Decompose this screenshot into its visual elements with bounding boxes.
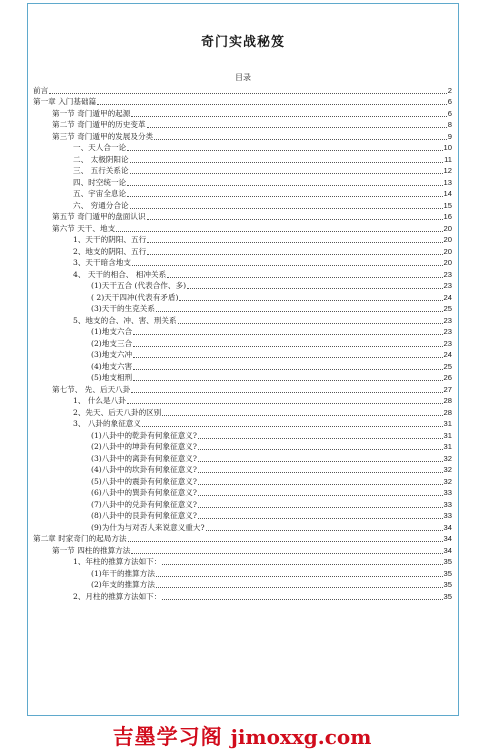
watermark-brand: 吉墨学习阁 (112, 725, 223, 749)
toc-entry-page-number: 20 (443, 246, 452, 256)
toc-entry[interactable] (33, 349, 452, 361)
toc-entry-label: (1)八卦中的乾卦有何象征意义? (91, 430, 197, 440)
toc-entry-label: 1、年柱的推算方法如下： (73, 557, 162, 566)
toc-entry-label: (3)地支六冲 (91, 350, 133, 359)
toc-leader-dots (130, 173, 443, 174)
toc-entry-page-number: 14 (443, 189, 452, 198)
toc-entry[interactable] (33, 533, 452, 545)
toc-entry-label: 第一节 奇门遁甲的起源 (52, 108, 131, 118)
toc-entry[interactable] (33, 268, 452, 280)
toc-entry-label: 5、地支的合、冲、害、刑关系 (73, 315, 177, 325)
toc-entry-label: 前言 (33, 85, 49, 95)
toc-entry-page-number: 23 (443, 281, 452, 290)
toc-entry-page-number: 33 (443, 488, 452, 497)
toc-entry[interactable] (33, 337, 452, 349)
toc-entry-page-number: 28 (443, 396, 452, 405)
document-page (27, 3, 459, 716)
toc-leader-dots (206, 530, 443, 531)
toc-entry-label: 二、 太极阴阳论 (73, 154, 129, 164)
toc-entry-label: (5)八卦中的震卦有何象征意义? (91, 476, 197, 486)
toc-entry-page-number: 23 (443, 269, 452, 279)
toc-entry[interactable] (33, 176, 452, 188)
toc-leader-dots (156, 576, 443, 577)
toc-entry[interactable] (33, 441, 452, 453)
toc-entry-label: (7)八卦中的兑卦有何象征意义? (91, 499, 197, 509)
toc-entry[interactable] (33, 257, 452, 269)
toc-entry-label: (2)八卦中的坤卦有何象征意义? (91, 442, 197, 451)
toc-entry-page-number: 32 (443, 476, 452, 486)
toc-leader-dots (162, 599, 442, 600)
toc-entry-label: (1)地支六合 (91, 327, 133, 336)
toc-entry-label: (2)地支三合 (91, 338, 133, 348)
toc-entry-page-number: 26 (443, 373, 452, 382)
toc-entry-label: 五、宇宙全息论 (73, 189, 127, 198)
toc-leader-dots (131, 553, 442, 554)
toc-leader-dots (49, 93, 447, 94)
toc-entry[interactable] (33, 544, 452, 556)
toc-entry-page-number: 34 (443, 545, 452, 555)
toc-leader-dots (133, 380, 442, 381)
toc-leader-dots (127, 150, 442, 151)
toc-leader-dots (131, 116, 446, 117)
toc-leader-dots (198, 484, 443, 485)
toc-leader-dots (142, 426, 443, 427)
toc-entry[interactable] (33, 234, 452, 246)
toc-entry-label: 4、 天干的相合、 相冲关系 (73, 269, 167, 279)
toc-entry-page-number: 13 (443, 177, 452, 187)
toc-entry-page-number: 20 (443, 223, 452, 233)
toc-leader-dots (147, 242, 442, 243)
toc-entry-page-number: 20 (443, 258, 452, 267)
toc-leader-dots (133, 357, 442, 358)
toc-entry[interactable] (33, 418, 452, 430)
toc-leader-dots (131, 392, 442, 393)
toc-entry[interactable] (33, 280, 452, 292)
toc-leader-dots (198, 507, 443, 508)
toc-entry[interactable] (33, 464, 452, 476)
toc-leader-dots (147, 127, 447, 128)
toc-entry-label: 第二节 奇门遁甲的历史变革 (52, 120, 146, 129)
toc-entry-page-number: 34 (443, 534, 452, 543)
toc-entry[interactable] (33, 211, 452, 223)
toc-entry-page-number: 31 (443, 430, 452, 440)
toc-entry-label: 第一节 四柱的推算方法 (52, 545, 131, 555)
toc-entry[interactable] (33, 567, 452, 579)
toc-entry-page-number: 31 (443, 419, 452, 428)
toc-entry-label: 第七节、 先、后天八卦 (52, 384, 131, 394)
toc-entry-label: 第二章 时家奇门的起局方法 (33, 534, 127, 543)
toc-entry-label: (9)为什为与对否人来说意义重大? (91, 522, 205, 532)
toc-leader-dots (198, 461, 443, 462)
toc-entry-page-number: 10 (443, 143, 452, 152)
toc-entry[interactable] (33, 498, 452, 510)
toc-entry-page-number: 35 (443, 557, 452, 566)
toc-entry-label: 第五节 奇门遁甲的盘面认识 (52, 212, 146, 221)
toc-entry-page-number: 32 (443, 465, 452, 474)
toc-entry[interactable] (33, 84, 452, 96)
toc-leader-dots (198, 472, 443, 473)
toc-entry[interactable] (33, 222, 452, 234)
toc-entry[interactable] (33, 487, 452, 499)
toc-entry[interactable] (33, 303, 452, 315)
toc-entry-label: 第一章 入门基础篇 (33, 97, 97, 106)
toc-entry-page-number: 23 (443, 327, 452, 336)
toc-entry-page-number: 12 (443, 166, 452, 175)
toc-entry-page-number: 6 (447, 108, 452, 118)
toc-entry-page-number: 11 (444, 154, 452, 164)
toc-leader-dots (147, 219, 443, 220)
toc-entry-page-number: 16 (443, 212, 452, 221)
toc-leader-dots (156, 587, 443, 588)
toc-leader-dots (133, 346, 442, 347)
toc-entry-page-number: 24 (443, 292, 452, 302)
toc-leader-dots (198, 438, 443, 439)
toc-leader-dots (154, 139, 447, 140)
toc-entry[interactable] (33, 245, 452, 257)
toc-entry[interactable] (33, 119, 452, 131)
toc-entry-page-number: 35 (443, 568, 452, 578)
toc-leader-dots (167, 277, 442, 278)
toc-entry[interactable] (33, 372, 452, 384)
toc-entry-label: 2、地支的阴阳、五行 (73, 246, 147, 256)
toc-entry-label: 第六节 天干、地支 (52, 223, 116, 233)
toc-entry[interactable] (33, 165, 452, 177)
toc-leader-dots (127, 196, 442, 197)
toc-leader-dots (130, 162, 444, 163)
toc-entry-label: 四、时空统一论 (73, 177, 127, 187)
toc-entry-label: (2)年支的推算方法 (91, 580, 155, 589)
toc-leader-dots (198, 495, 443, 496)
toc-entry[interactable] (33, 188, 452, 200)
toc-entry[interactable] (33, 510, 452, 522)
toc-entry-label: 1、天干的阴阳、五行 (73, 235, 147, 244)
toc-leader-dots (162, 415, 442, 416)
toc-leader-dots (156, 311, 443, 312)
toc-leader-dots (179, 300, 442, 301)
toc-entry-page-number: 9 (447, 131, 452, 141)
toc-entry[interactable] (33, 383, 452, 395)
toc-leader-dots (147, 254, 442, 255)
toc-entry-label: (3)天干的生克关系 (91, 304, 155, 313)
toc-entry-page-number: 35 (443, 591, 452, 601)
toc-entry-page-number: 32 (443, 453, 452, 463)
toc-leader-dots (116, 231, 442, 232)
toc-leader-dots (187, 288, 443, 289)
toc-entry-label: (4)八卦中的坎卦有何象征意义? (91, 465, 197, 474)
toc-entry[interactable] (33, 199, 452, 211)
toc-entry[interactable] (33, 326, 452, 338)
toc-entry-label: (4)地支六害 (91, 361, 133, 371)
toc-entry-page-number: 27 (443, 384, 452, 394)
toc-entry-label: 3、天干暗含地支 (73, 258, 131, 267)
toc-entry-page-number: 23 (443, 338, 452, 348)
table-of-contents (33, 84, 452, 602)
toc-entry[interactable] (33, 130, 452, 142)
toc-entry-label: 第三节 奇门遁甲的发展及分类 (52, 131, 154, 141)
toc-leader-dots (162, 564, 442, 565)
toc-entry-page-number: 33 (443, 511, 452, 520)
toc-entry[interactable] (33, 314, 452, 326)
toc-entry-label: 三、 五行关系论 (73, 166, 129, 175)
toc-entry[interactable] (33, 429, 452, 441)
toc-entry[interactable] (33, 107, 452, 119)
toc-entry-label: 2、先天、后天八卦的区别 (73, 407, 162, 417)
toc-leader-dots (127, 185, 442, 186)
toc-leader-dots (133, 334, 442, 335)
toc-entry-page-number: 8 (447, 120, 452, 129)
toc-entry-page-number: 33 (443, 499, 452, 509)
toc-leader-dots (198, 518, 443, 519)
toc-entry[interactable] (33, 142, 452, 154)
toc-entry-page-number: 15 (443, 200, 452, 210)
toc-entry[interactable] (33, 590, 452, 602)
toc-entry-page-number: 2 (447, 85, 452, 95)
toc-entry-label: 一、天人合一论 (73, 143, 127, 152)
toc-entry-label: ( 2)天干四冲(代表有矛盾) (91, 292, 179, 302)
toc-entry-label: (1)天干五合 (代表合作、多) (91, 281, 187, 290)
toc-entry-label: 六、 穷通分合论 (73, 200, 129, 210)
toc-leader-dots (127, 403, 443, 404)
toc-entry-label: (3)八卦中的离卦有何象征意义? (91, 453, 197, 463)
toc-entry-label: (8)八卦中的艮卦有何象征意义? (91, 511, 197, 520)
toc-entry-label: (6)八卦中的巽卦有何象征意义? (91, 488, 197, 497)
toc-leader-dots (198, 449, 443, 450)
toc-entry[interactable] (33, 556, 452, 568)
toc-entry[interactable] (33, 521, 452, 533)
toc-entry-label: (5)地支相刑 (91, 373, 133, 382)
toc-entry-page-number: 35 (443, 580, 452, 589)
toc-entry-page-number: 25 (443, 304, 452, 313)
toc-entry[interactable] (33, 579, 452, 591)
toc-entry[interactable] (33, 153, 452, 165)
toc-entry-page-number: 34 (443, 522, 452, 532)
toc-entry-page-number: 31 (443, 442, 452, 451)
document-title: 奇门实战秘笈 (200, 35, 285, 50)
toc-entry-page-number: 28 (443, 407, 452, 417)
toc-entry-page-number: 23 (443, 315, 452, 325)
toc-entry-page-number: 24 (443, 350, 452, 359)
toc-leader-dots (97, 104, 447, 105)
toc-entry-label: 1、 什么是八卦 (73, 396, 126, 405)
toc-entry-label: 2、月柱的推算方法如下： (73, 591, 162, 601)
toc-heading: 目录 (235, 73, 251, 82)
toc-entry-label: (1)年干的推算方法 (91, 568, 155, 578)
toc-entry[interactable] (33, 291, 452, 303)
toc-leader-dots (178, 323, 443, 324)
toc-leader-dots (130, 208, 443, 209)
toc-entry[interactable] (33, 475, 452, 487)
toc-entry-label: 3、 八卦的象征意义 (73, 419, 141, 428)
toc-leader-dots (128, 541, 443, 542)
toc-entry-page-number: 25 (443, 361, 452, 371)
toc-entry[interactable] (33, 96, 452, 108)
toc-leader-dots (132, 265, 443, 266)
toc-entry[interactable] (33, 395, 452, 407)
toc-entry[interactable] (33, 452, 452, 464)
watermark-footer (0, 721, 484, 752)
toc-entry[interactable] (33, 406, 452, 418)
toc-entry-page-number: 20 (443, 235, 452, 244)
toc-entry[interactable] (33, 360, 452, 372)
toc-entry-page-number: 6 (447, 97, 452, 106)
toc-leader-dots (133, 369, 442, 370)
watermark-site: jimoxxg.com (230, 725, 372, 749)
